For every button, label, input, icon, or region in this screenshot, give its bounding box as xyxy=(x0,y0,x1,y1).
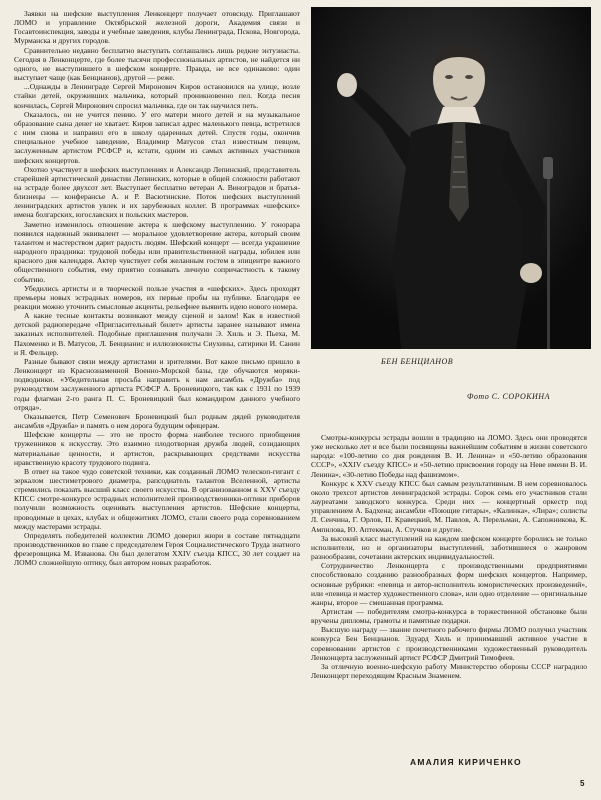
article-paragraph: Смотры-конкурсы эстрады вошли в традицию на ЛОМО. Здесь они проводятся уже несколько лет и все были посвящены важнейшим событиям в жизни советского народа: «100-летию со дня рождения В. И. Ленина» и «50-летию образования СССР», «XXIV съезду КПСС» и «50-летию присвоения городу на Неве имени В. И. Ленина», «30-летию Победы над фашизмом». xyxy=(311,433,587,479)
article-paragraph: Убедились артисты и в творческой пользе участия в «шефских». Здесь проходят премьеры новых эстрадных номеров, их первые пробы на публике. Благодаря ее реакции можно уточнить смысловые акценты, рельефнее выявить идею нового номера. xyxy=(14,283,300,311)
article-paragraph: Охотно участвует в шефских выступлениях и Александр Лепинский, представитель старейшей артистической династии Лепинских, которые в общей сложности работают на эстраде более двухсот лет. Выступает бесплатно ветеран А. Виноградов и братья-близнецы — конферансье А. и Р. Васютинские. Поток шефских выступлений ленинградских артистов увлек и их зарубежных коллег. В программах «шефских» имена болгарских, югославских и польских мастеров. xyxy=(14,164,300,220)
article-paragraph: Шефские концерты — это не просто форма наиболее тесного приобщения труженников к искусству. Это взаимно плодотворная дружба людей, созидающих материальные ценности, и артистов, раскрывающих средствами искусства нравственную красоту трудового подвига. xyxy=(14,430,300,467)
article-paragraph: А какие тесные контакты возникают между сценой и залом! Как в известной детской радиопередаче «Пригласительный билет» артисты заранее называют имена заказных исполнителей. Подобные приглашения получали Э. Хиль и Э. Пьеха, М. Пахоменко и В. Матусов, Л. Бенцианис и иллюзионисты Сиухины, сатирики И. Санин и Я. Фельцер. xyxy=(14,311,300,357)
author-name: АМАЛИЯ КИРИЧЕНКО xyxy=(410,757,522,767)
article-paragraph: Артистам — победителям смотра-конкурса в торжественной обстановке были вручены дипломы, грамоты и памятные подарки. xyxy=(311,606,587,626)
left-article-column xyxy=(14,9,300,568)
article-paragraph: Высшую награду — звание почетного рабочего фирмы ЛОМО получил участник конкурса Бен Бенцианов. Эдуард Хиль и принимавший активное участие в соревновании артистов с производственниками художественный руководитель Ленконцерта заслуженный артист РСФСР Дмитрий Тимофеев. xyxy=(311,625,587,662)
article-paragraph: Сотрудничество Ленконцерта с производственными предприятиями способствовало созданию разнообразных форм шефских концертов. Например, основные рубрики: «певица и автор-исполнитель юмористических произведений», или «певица и мастер художественного слова», или одно отделение — оригинальные жанры, второе — смешанная программа. xyxy=(311,561,587,607)
article-paragraph: Оказалось, он не учится пению. У его матери много детей и на музыкальное образование сына денег не хватает. Киров записал адрес маленького певца, встретился с ним снова и направил его в школу одаренных детей. Спустя годы, окончив специальное учебное заведение, Владимир Матусов стал известным певцом, заслуженным артистом РСФСР и, кстати, одним из самых активных участников шефских концертов. xyxy=(14,109,300,165)
article-paragraph: Оказывается, Петр Семенович Броневицкий был родным дядей руководителя ансамбля «Дружба» и память о нем дорога будущим офицерам. xyxy=(14,411,300,431)
article-paragraph: Разные бывают связи между артистами и зрителями. Вот какое письмо пришло в Ленконцерт из Краснознаменной Военно-Морской базы, где обучаются моряки-подводники. «Убедительная просьба направить к нам ансамбль «Дружба» под руководством заслуженного артиста РСФСР А. Броневицкого, так как с 1931 по 1939 годы флагман 2-го ранга П. С. Броневицкий был командиром данного учебного отряда». xyxy=(14,356,300,412)
performer-photo xyxy=(311,7,591,349)
article-paragraph: За высокий класс выступлений на каждом шефском концерте боролись не только исполнители, но и организаторы выступлений, заботившиеся о жанровом разнообразии, сочетании актерских индивидуальностей. xyxy=(311,533,587,562)
article-paragraph: Сравнительно недавно бесплатно выступать соглашались лишь редкие энтузиасты. Сегодня в Ленконцерте, где более тысячи профессиональных артистов, не найдется ни одного, не выступившего в шефском концерте. Правда, не все одинаково: один выступает чаще (как Бенцианов), другой — реже. xyxy=(14,45,300,83)
performer-photo-image xyxy=(311,7,591,349)
photo-credit: Фото С. СОРОКИНА xyxy=(467,392,550,401)
article-paragraph: Конкурс к XXV съезду КПСС был самым результативным. В нем соревновалось около трехсот артистов ленинградской эстрады. Сорок семь его участников стали лауреатами заводского конкурса. Среди них — концертный оркестр под управлением А. Бадхена; ансамбли «Поющие гитары», «Калинка», «Лира»; солисты Л. Сенчина, Г. Орлов, П. Кравецкий, М. Павлов, А. Перельман, А. Сапожникова, К. Ампилова, Ю. Аптекман, А. Стучков и другие. xyxy=(311,478,587,534)
photo-caption: БЕН БЕНЦИАНОВ xyxy=(381,357,454,366)
article-paragraph: Заметно изменилось отношение актера к шефскому выступлению. У гонорара появился надежный эквивалент — моральное удовлетворение актера, который своим талантом и мастерством дарит радость людям. Шефский концерт — всегда украшение народного праздника: трудовой победы или правительственной награды, юбилея или красного дня календаря. Актер чувствует себя желанным гостем в эпицентре важного общественного события, ему приятно сознавать личную сопричастность к такому событию. xyxy=(14,219,300,284)
right-article-column xyxy=(311,433,587,680)
page-number: 5 xyxy=(580,779,585,788)
article-paragraph: В ответ на такое чудо советской техники, как созданный ЛОМО телескоп-гигант с зеркалом шестиметрового диаметра, рапсодиатель талантов Вселенной, артисты стремились показать высший класс своего искусства. В организованном к XXV съезду КПСС смотре-конкурсе эстрадных исполнителей производственники-оптики приборов получили возможность оценивать выступления артистов. Шефские концерты, проводимые в цехах, клубах и общежитиях ЛОМО, стали своего рода соревнованием между мастерами эстрады. xyxy=(14,466,300,531)
article-paragraph: Определять победителей коллектив ЛОМО доверил жюри в составе пятнадцати производственников во главе с председателем Героя Социалистического Труда знатного фрезеровщика М. Изванова. Он был делегатом XXIV съезда КПСС, 30 лет создает на ЛОМО сложнейшую оптику, был автором новых разработок. xyxy=(14,530,300,568)
article-paragraph: За отличную военно-шефскую работу Министерство обороны СССР наградило Ленконцерт переходящим Красным Знаменем. xyxy=(311,661,587,681)
article-paragraph: ...Однажды в Ленинграде Сергей Миронович Киров остановился на улице, возле стайки детей, окруживших мальчика, который проникновенно пел. Когда песня кончилась, Сергей Миронович спросил мальчика, где он так научился петь. xyxy=(14,82,300,110)
article-paragraph: Заявки на шефские выступления Ленконцерт получает отовсюду. Приглашают ЛОМО и управление Октябрьской железной дороги, Академия связи и Госавтоинспекция, заводы и учебные заведения, клубы Ленинграда, Пскова, Новгорода, Мурманска и других городов. xyxy=(14,9,300,46)
